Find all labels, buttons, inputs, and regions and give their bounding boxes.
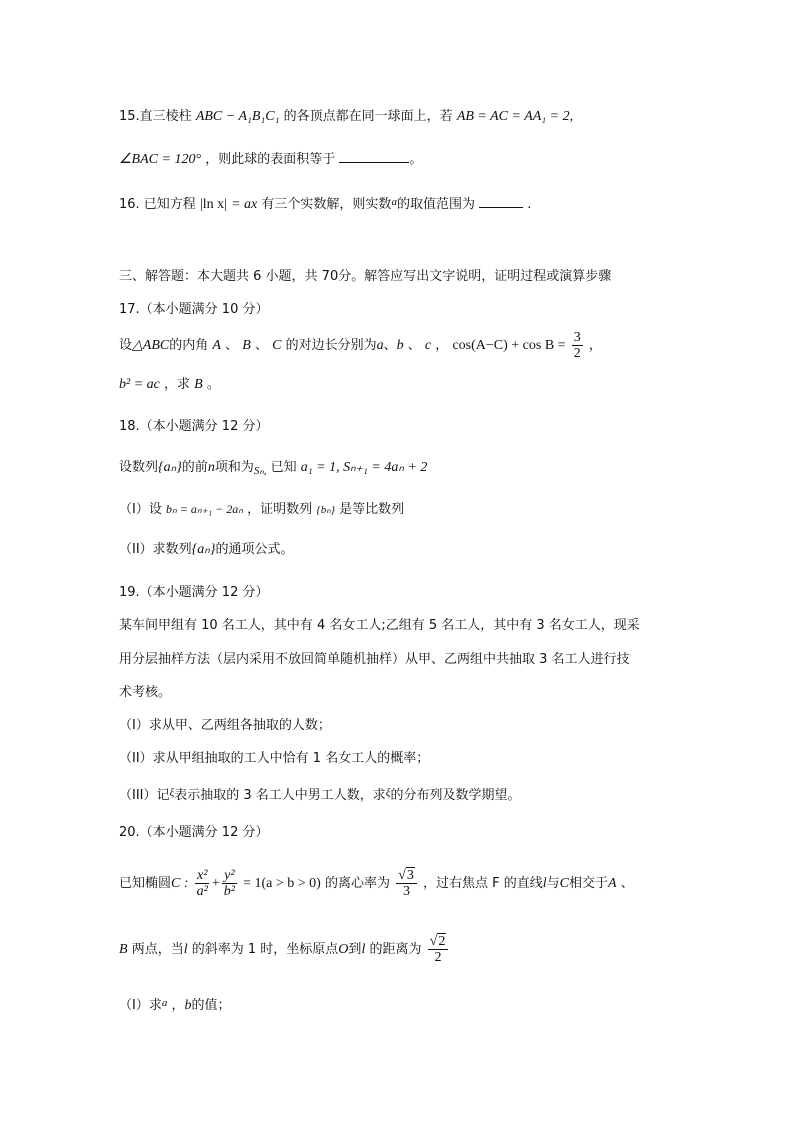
q15-prism: ABC − A₁B₁C₁	[195, 109, 280, 124]
q16-end: .	[527, 197, 532, 212]
q15-condition: AB = AC = AA₁ = 2,	[456, 109, 574, 124]
q17-ask: ，求	[164, 377, 191, 392]
q16-ln-x: ln x	[202, 197, 225, 212]
q20-O: O	[338, 942, 349, 957]
q18-header: 18.（本小题满分 12 分）	[119, 419, 269, 434]
q19-header: 19.（本小题满分 12 分）	[119, 585, 269, 600]
q17-fraction	[572, 330, 583, 361]
q17-header: 17.（本小题满分 10 分）	[119, 302, 269, 317]
q20-B: B	[119, 942, 128, 957]
q20-y2: y²	[224, 868, 235, 883]
q20-a2: a²	[196, 884, 208, 899]
q18-text: 设数列	[119, 460, 159, 475]
q16-line	[119, 193, 531, 214]
q19-line1: 某车间甲组有 10 名工人，其中有 4 名女工人;乙组有 5 名工人，其中有 3 名女工人，现采	[119, 618, 640, 633]
abs-bar-right: |	[224, 197, 227, 212]
q16-answer-blank	[479, 195, 523, 208]
q20-eccentricity	[396, 868, 417, 899]
q19-line3: 术考核。	[119, 685, 172, 700]
q15-text3: ，则此球的表面积等于	[205, 152, 336, 167]
q20-ellipse-C: C :	[171, 876, 189, 891]
q15-angle: ∠BAC = 120°	[119, 152, 202, 167]
q20-i-2: ，	[171, 998, 185, 1013]
q20-l: l	[542, 876, 547, 891]
q18-bn-def: bₙ = aₙ₊₁ − 2aₙ	[165, 502, 244, 516]
q20-x2: x²	[197, 868, 208, 883]
q18-i-mid: ，证明数列	[247, 502, 313, 517]
q17-line1	[119, 330, 602, 361]
q20-x-frac	[195, 868, 210, 899]
q17-text3: 的对边长分别为	[285, 338, 377, 353]
q19-part-iii	[119, 784, 521, 805]
q20-text2: 的离心率为	[324, 876, 390, 891]
q19-part-ii: （II）求从甲组抽取的工人中恰有 1 名女工人的概率；	[119, 751, 430, 766]
q17-frac-den: 2	[573, 346, 581, 361]
q17-text: 设	[119, 338, 133, 353]
q18-condition: a₁ = 1, Sₙ₊₁ = 4aₙ + 2	[300, 460, 428, 475]
q20-e-den: 3	[402, 884, 410, 899]
q17-text2: 的内角	[169, 338, 209, 353]
q20-text5: 相交于	[568, 876, 608, 891]
q18-S: Sₙ,	[253, 465, 267, 477]
q15-end: 。	[409, 152, 423, 167]
q15-line2	[119, 150, 422, 169]
q18-bn-seq: {bₙ}	[316, 504, 336, 516]
q20-e-num: √3	[396, 868, 417, 884]
q20-d-den: 2	[434, 950, 442, 965]
q20-text3: ，过右焦点 F 的直线	[422, 876, 543, 891]
q18-an-seq: {aₙ}	[191, 542, 216, 557]
q20-e-rad: 3	[406, 868, 414, 883]
q17-sep1: 、	[225, 338, 239, 353]
q20-l2-text4: 的距离为	[369, 942, 422, 957]
q20-distance	[428, 934, 449, 965]
q16-text2: 有三个实数解，则实数	[261, 197, 392, 212]
q17-A: A	[212, 338, 221, 353]
q17-comma: ，	[435, 338, 449, 353]
q17-B2: B	[194, 377, 203, 392]
q20-text4: 与	[546, 876, 560, 891]
q18-part-ii	[119, 541, 293, 559]
q20-l2-l2: l	[361, 942, 366, 957]
abs-bar-left: |	[199, 197, 203, 212]
q15-line1	[119, 108, 573, 126]
q18-line1	[119, 459, 427, 480]
q18-text2: 的前	[181, 460, 208, 475]
q17-sep3: 、	[383, 338, 397, 353]
q18-ii-end: 的通项公式。	[215, 542, 294, 557]
q17-B: B	[242, 338, 251, 353]
q18-text4: 已知	[270, 460, 297, 475]
q18-seq: {aₙ}	[158, 460, 182, 475]
q20-part-i	[119, 994, 231, 1015]
q20-l2-text3: 到	[348, 942, 362, 957]
q15-text: 15.直三棱柱	[119, 109, 192, 124]
q19-line2: 用分层抽样方法（层内采用不放回简单随机抽样）从甲、乙两组中共抽取 3 名工人进行技	[119, 652, 630, 667]
q17-sep4: 、	[407, 338, 421, 353]
q20-i-a: a	[161, 997, 168, 1009]
q20-i-1: （I）求	[119, 998, 162, 1013]
q18-text3: 项和为	[214, 460, 254, 475]
q18-n: n	[207, 460, 215, 475]
q20-eq: = 1(a > b > 0)	[243, 876, 321, 891]
q20-C2: C	[559, 876, 569, 891]
q17-sep2: 、	[254, 338, 268, 353]
q19-iii-3: 的分布列及数学期望。	[390, 788, 521, 803]
q20-i-3: 的值；	[191, 998, 231, 1013]
q20-b2: b²	[223, 884, 235, 899]
q17-triangle: △ABC	[132, 338, 170, 353]
q16-rhs: = ax	[231, 197, 258, 212]
q15-answer-blank	[339, 150, 409, 163]
q20-i-b: b	[184, 998, 192, 1013]
q19-xi-2: ξ	[385, 787, 391, 799]
q17-frac-num: 3	[573, 330, 581, 345]
q17-a: a	[376, 338, 384, 353]
q20-sep: 、	[620, 876, 634, 891]
q20-plus: +	[211, 876, 220, 891]
q20-d-num: √2	[428, 934, 449, 950]
q18-i-prefix: （I）设	[119, 502, 162, 517]
q17-end: ，	[588, 338, 602, 353]
q16-text3: 的取值范围为	[396, 197, 475, 212]
q20-A: A	[607, 876, 617, 891]
q20-line2	[119, 930, 450, 970]
q18-ii-prefix: （II）求数列	[119, 542, 192, 557]
q20-l2-l: l	[183, 942, 188, 957]
q17-c: c	[424, 338, 432, 353]
q20-header: 20.（本小题满分 12 分）	[119, 825, 269, 840]
q18-i-end: 是等比数列	[339, 502, 405, 517]
section-3-title: 三、解答题：本大题共 6 小题，共 70分。解答应写出文字说明，证明过程或演算步骤	[119, 269, 612, 284]
q20-text: 已知椭圆	[119, 876, 172, 891]
q17-end2: 。	[206, 377, 220, 392]
q19-iii-2: 表示抽取的 3 名工人中男工人数，求	[174, 788, 386, 803]
q20-l2-text2: 的斜率为 1 时，坐标原点	[191, 942, 339, 957]
q17-expression: cos(A−C) + cos B =	[452, 338, 566, 353]
q18-part-i	[119, 500, 404, 519]
q17-b: b	[396, 338, 404, 353]
q19-iii-1: （III）记	[119, 788, 170, 803]
q15-text2: 的各顶点都在同一球面上，若	[283, 109, 453, 124]
q17-condition: b² = ac	[119, 377, 160, 392]
q17-C: C	[272, 338, 282, 353]
q19-xi: ξ	[169, 787, 175, 799]
q20-y-frac	[222, 868, 237, 899]
q16-var-a: a	[391, 196, 397, 208]
q20-line1	[119, 864, 634, 904]
q19-part-i: （I）求从甲、乙两组各抽取的人数；	[119, 718, 331, 733]
q16-text: 16. 已知方程	[119, 197, 196, 212]
q20-d-rad: 2	[438, 934, 446, 949]
q20-l2-text1: 两点，当	[131, 942, 184, 957]
q17-line2	[119, 376, 220, 394]
